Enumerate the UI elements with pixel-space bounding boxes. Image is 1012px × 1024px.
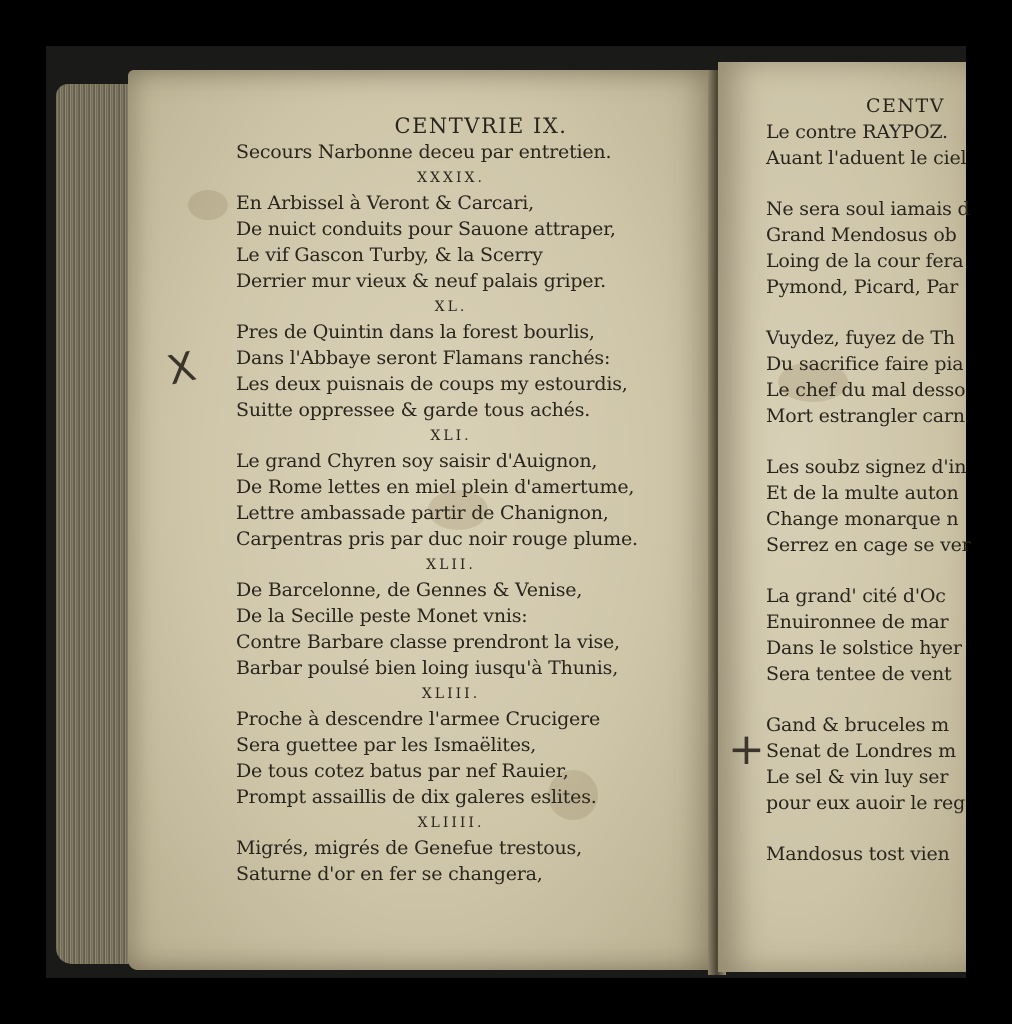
verse-line: La grand' cité d'Oc (766, 585, 946, 608)
verse-line: Dans le solstice hyer (766, 636, 962, 659)
quatrain-number: XXXIX. (417, 169, 485, 186)
verse-line: Le sel & vin luy ser (766, 765, 949, 788)
verse-line: Les deux puisnais de coups my estourdis, (236, 372, 628, 395)
verse-line (766, 816, 1012, 842)
verse-line: Derrier mur vieux & neuf palais griper. (236, 269, 606, 292)
quatrain-number: XLIIII. (417, 814, 485, 831)
verse-line: Sera tentee de vent (766, 662, 952, 685)
verse-line: Et de la multe auton (766, 481, 959, 504)
verse-line: Carpentras pris par duc noir rouge plume. (236, 527, 638, 550)
verse-line: Saturne d'or en fer se changera, (236, 863, 543, 886)
verse-line (766, 171, 1012, 197)
verse-line: De tous cotez batus par nef Rauier, (236, 759, 569, 782)
verse-line: Serrez en cage se ver (766, 533, 971, 556)
right-page-text (766, 94, 1012, 868)
quatrain-number: XLI. (430, 427, 472, 444)
verse-line: Dans l'Abbaye seront Flamans ranchés: (236, 347, 611, 370)
verse-line (766, 300, 1012, 326)
verse-line: De nuict conduits pour Sauone attraper, (236, 218, 616, 241)
verse-line: Loing de la cour fera (766, 249, 964, 272)
verse-line: Change monarque n (766, 507, 959, 530)
left-page-text (236, 114, 666, 888)
verse-line: Migrés, migrés de Genefue trestous, (236, 837, 582, 860)
verse-line: De la Secille peste Monet vnis: (236, 605, 528, 628)
verse-line: Auant l'aduent le ciel (766, 146, 967, 169)
left-page-header: CENTVRIE IX. (394, 114, 568, 138)
verse-line: Prompt assaillis de dix galeres eslites. (236, 785, 597, 808)
verse-line: En Arbissel à Veront & Carcari, (236, 192, 534, 215)
verse-line: Du sacrifice faire pia (766, 352, 964, 375)
quatrain-number: XLIII. (421, 685, 481, 702)
verse-line: Le vif Gascon Turby, & la Scerry (236, 243, 543, 266)
verse-line: Enuironnee de mar (766, 610, 949, 633)
verse-line: Le chef du mal desso (766, 378, 966, 401)
verse-line: Le grand Chyren soy saisir d'Auignon, (236, 450, 598, 473)
verse-line (766, 687, 1012, 713)
verse-line: Lettre ambassade partir de Chanignon, (236, 501, 609, 524)
verse-line: De Rome lettes en miel plein d'amertume, (236, 476, 635, 499)
verse-line: Vuydez, fuyez de Th (766, 327, 955, 350)
quatrain-number: XL. (434, 298, 468, 315)
verse-line: Pres de Quintin dans la forest bourlis, (236, 321, 595, 344)
verse-line: Mandosus tost vien (766, 843, 950, 866)
verse-line: Contre Barbare classe prendront la vise, (236, 630, 620, 653)
verse-line: Le contre RAYPOZ. (766, 120, 948, 143)
verse-line: Mort estrangler carn (766, 404, 965, 427)
verse-line: Pymond, Picard, Par (766, 275, 959, 298)
handwritten-margin-mark-left: X (163, 343, 200, 395)
verse-line: pour eux auoir le reg (766, 791, 966, 814)
verse-line: Sera guettee par les Ismaëlites, (236, 734, 537, 757)
verse-line: Gand & bruceles m (766, 714, 949, 737)
verse-line: Ne sera soul iamais d (766, 198, 970, 221)
verse-line: Senat de Londres m (766, 739, 956, 762)
verse-line: Suitte oppressee & garde tous achés. (236, 398, 591, 421)
verse-line (766, 558, 1012, 584)
verse-line: Grand Mendosus ob (766, 223, 957, 246)
verse-line: Secours Narbonne deceu par entretien. (236, 140, 612, 163)
verse-line (766, 429, 1012, 455)
quatrain-number: XLII. (426, 556, 476, 573)
right-page-header: CENTV (866, 95, 945, 117)
verse-line: Barbar poulsé bien loing iusqu'à Thunis, (236, 656, 619, 679)
book-page-edges (56, 84, 136, 964)
verse-line: Proche à descendre l'armee Crucigere (236, 708, 601, 731)
verse-line: De Barcelonne, de Gennes & Venise, (236, 579, 583, 602)
handwritten-margin-mark-right: + (728, 724, 765, 775)
verse-line: Les soubz signez d'in (766, 456, 967, 479)
